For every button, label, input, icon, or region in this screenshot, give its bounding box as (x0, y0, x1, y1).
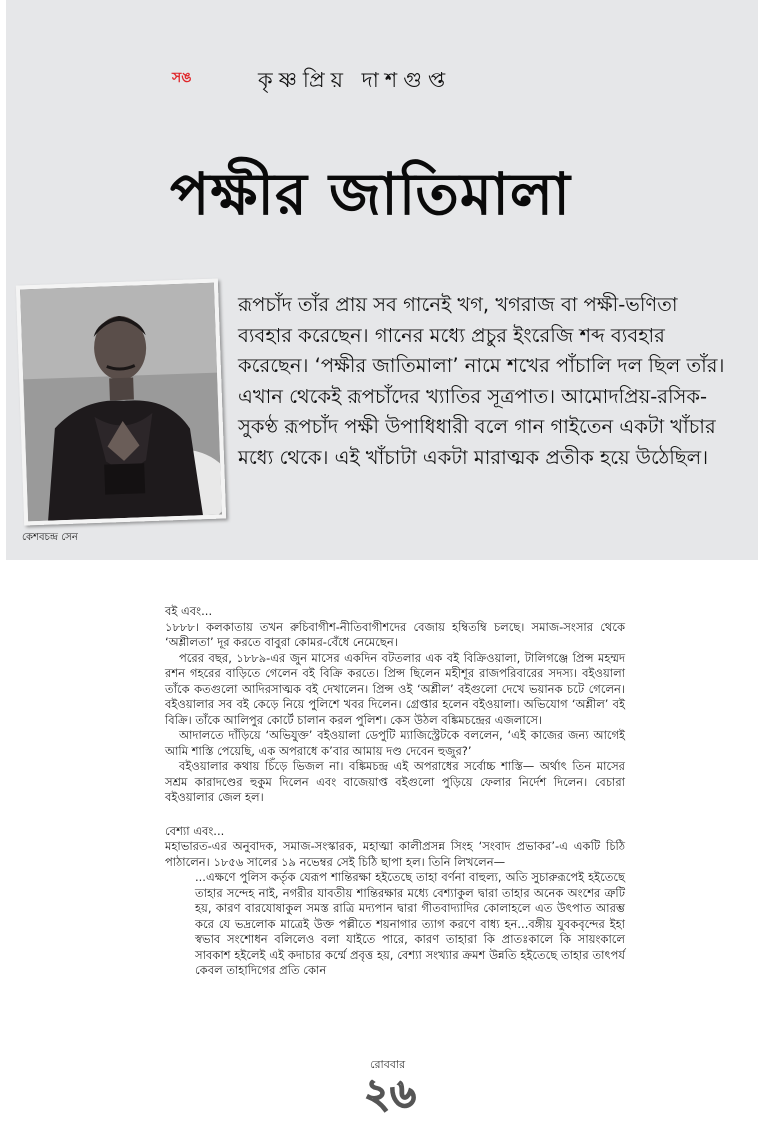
intro-paragraph (238, 290, 734, 473)
paragraph: বইওয়ালার কথায় চিঁড়ে ভিজল না। বঙ্কিমচন্দ্র এই অপরাধের সর্বোচ্চ শাস্তি— অর্থাৎ তিন মাসের সশ্রম কারাদণ্ডের হুকুম দিলেন এবং বাজেয়াপ্ত বইগুলো পুড়িয়ে ফেলার নির্দেশ দিলেন। বেচারা বইওয়ালার জেল হল। (165, 759, 625, 804)
photo-caption: কেশবচন্দ্র সেন (22, 532, 78, 543)
page-number: ২৬ (364, 1071, 417, 1117)
magazine-name: রোববার (370, 1058, 406, 1071)
portrait-photo (16, 279, 226, 526)
section-gap (165, 806, 625, 824)
paragraph: মহাভারত-এর অনুবাদক, সমাজ-সংস্কারক, মহাত্মা কালীপ্রসন্ন সিংহ ‘সংবাদ প্রভাকর’-এ একটি চিঠি পাঠালেন। ১৮৫৬ সালের ১৯ নভেম্বর সেই চিঠি ছাপা হল। তিনি লিখলেন— (165, 839, 625, 869)
paragraph: ১৮৮৮। কলকাতায় তখন রুচিবাগীশ-নীতিবাগীশদের বেজায় হম্বিতম্বি চলছে। সমাজ-সংসার থেকে ‘অশ্লীলতা’ দূর করতে বাবুরা কোমর-বেঁধে নেমেছেন। (165, 619, 625, 649)
paragraph: পরের বছর, ১৮৮৯-এর জুন মাসের একদিন বটতলার এক বই বিক্রিওয়ালা, টালিগঞ্জে প্রিন্স মহম্মদ রশন গহরের বাড়িতে গেলেন বই বিক্রি করতে। প্রিন্স ছিলেন মহীশূর রাজপরিবারের সদস্য। বইওয়ালা তাঁকে কতগুলো আদিরসাত্মক বই দেখালেন। প্রিন্স ওই ‘অশ্লীল’ বইগুলো দেখে ভয়ানক চটে গেলেন। বইওয়ালার সব বই কেড়ে নিয়ে পুলিশে খবর দিলেন। গ্রেপ্তার হলেন বইওয়ালা। অভিযোগ ‘অশ্লীল’ বই বিক্রি। তাঁকে আলিপুর কোর্টে চালান করল পুলিশ। কেস উঠল বঙ্কিমচন্দ্রের এজলাসে। (165, 650, 625, 727)
block-quote: ...এক্ষণে পুলিস কর্তৃক যেরূপ শান্তিরক্ষা হইতেছে তাহা বর্ণনা বাহুল্য, অতি সুচারুরূপেই হইতেছে তাহার সন্দেহ নাই, নগরীর যাবতীয় শান্তিরক্ষার মধ্যে বেশ্যাকুল দ্বারা তাহার অনেক অংশের ত্রুটি হয়, কারণ বারযোষাকুল সমস্ত রাত্রি মদ্যপান দ্বারা গীতবাদ্যাদির কোলাহলে এত উৎপাত আরম্ভ করে যে ভদ্রলোক মাত্রেই উক্ত পল্লীতে শয়নাগার ত্যাগ করণে বাধ্য হন...বঙ্গীয় যুবকবৃন্দের ইহা স্বভাব সংশোধন বলিলেও বলা যাইতে পারে, কারণ তাহারা কি প্রাতঃকালে কি সায়ংকালে সাবকাশ হইলেই এই কদাচার কর্ম্মে প্রবৃত্ত হয়, বেশ্যা সংখ্যার ক্রমশ উন্নতি হইতেছে তাহার তাৎপর্য কেবল তাহাদিগের প্রতি কোন (195, 870, 625, 977)
series-tag: সঙ (172, 70, 192, 86)
portrait-figure-icon (20, 283, 222, 522)
section-heading-books: বই এবং... (165, 604, 213, 618)
author-name: কৃষ্ণপ্রিয় দাশগুপ্ত (258, 68, 452, 92)
article-body (165, 604, 625, 979)
intro-text: রূপচাঁদ তাঁর প্রায় সব গানেই খগ, খগরাজ বা পক্ষী-ভণিতা ব্যবহার করেছেন। গানের মধ্যে প্রচুর ইংরেজি শব্দ ব্যবহার করেছেন। ‘পক্ষীর জাতিমালা’ নামে শখের পাঁচালি দল ছিল তাঁর। এখান থেকেই রূপচাঁদের খ্যাতির সূত্রপাত। আমোদপ্রিয়-রসিক-সুকণ্ঠ রূপচাঁদ পক্ষী উপাধিধারী বলে গান গাইতেন একটা খাঁচার মধ্যে থেকে। এই খাঁচাটা একটা মারাত্মক প্রতীক হয়ে উঠেছিল। (238, 293, 725, 469)
section-heading-prostitute: বেশ্যা এবং... (165, 823, 225, 838)
article-title: পক্ষীর জাতিমালা (170, 160, 571, 228)
paragraph: আদালতে দাঁড়িয়ে ‘অভিযুক্ত’ বইওয়ালা ডেপুটি ম্যাজিস্ট্রেটকে বললেন, ‘এই কাজের জন্য আগেই আমি শাস্তি পেয়েছি, এক অপরাধে ক’বার আমায় দণ্ড দেবেন হুজুর?’ (165, 728, 625, 758)
